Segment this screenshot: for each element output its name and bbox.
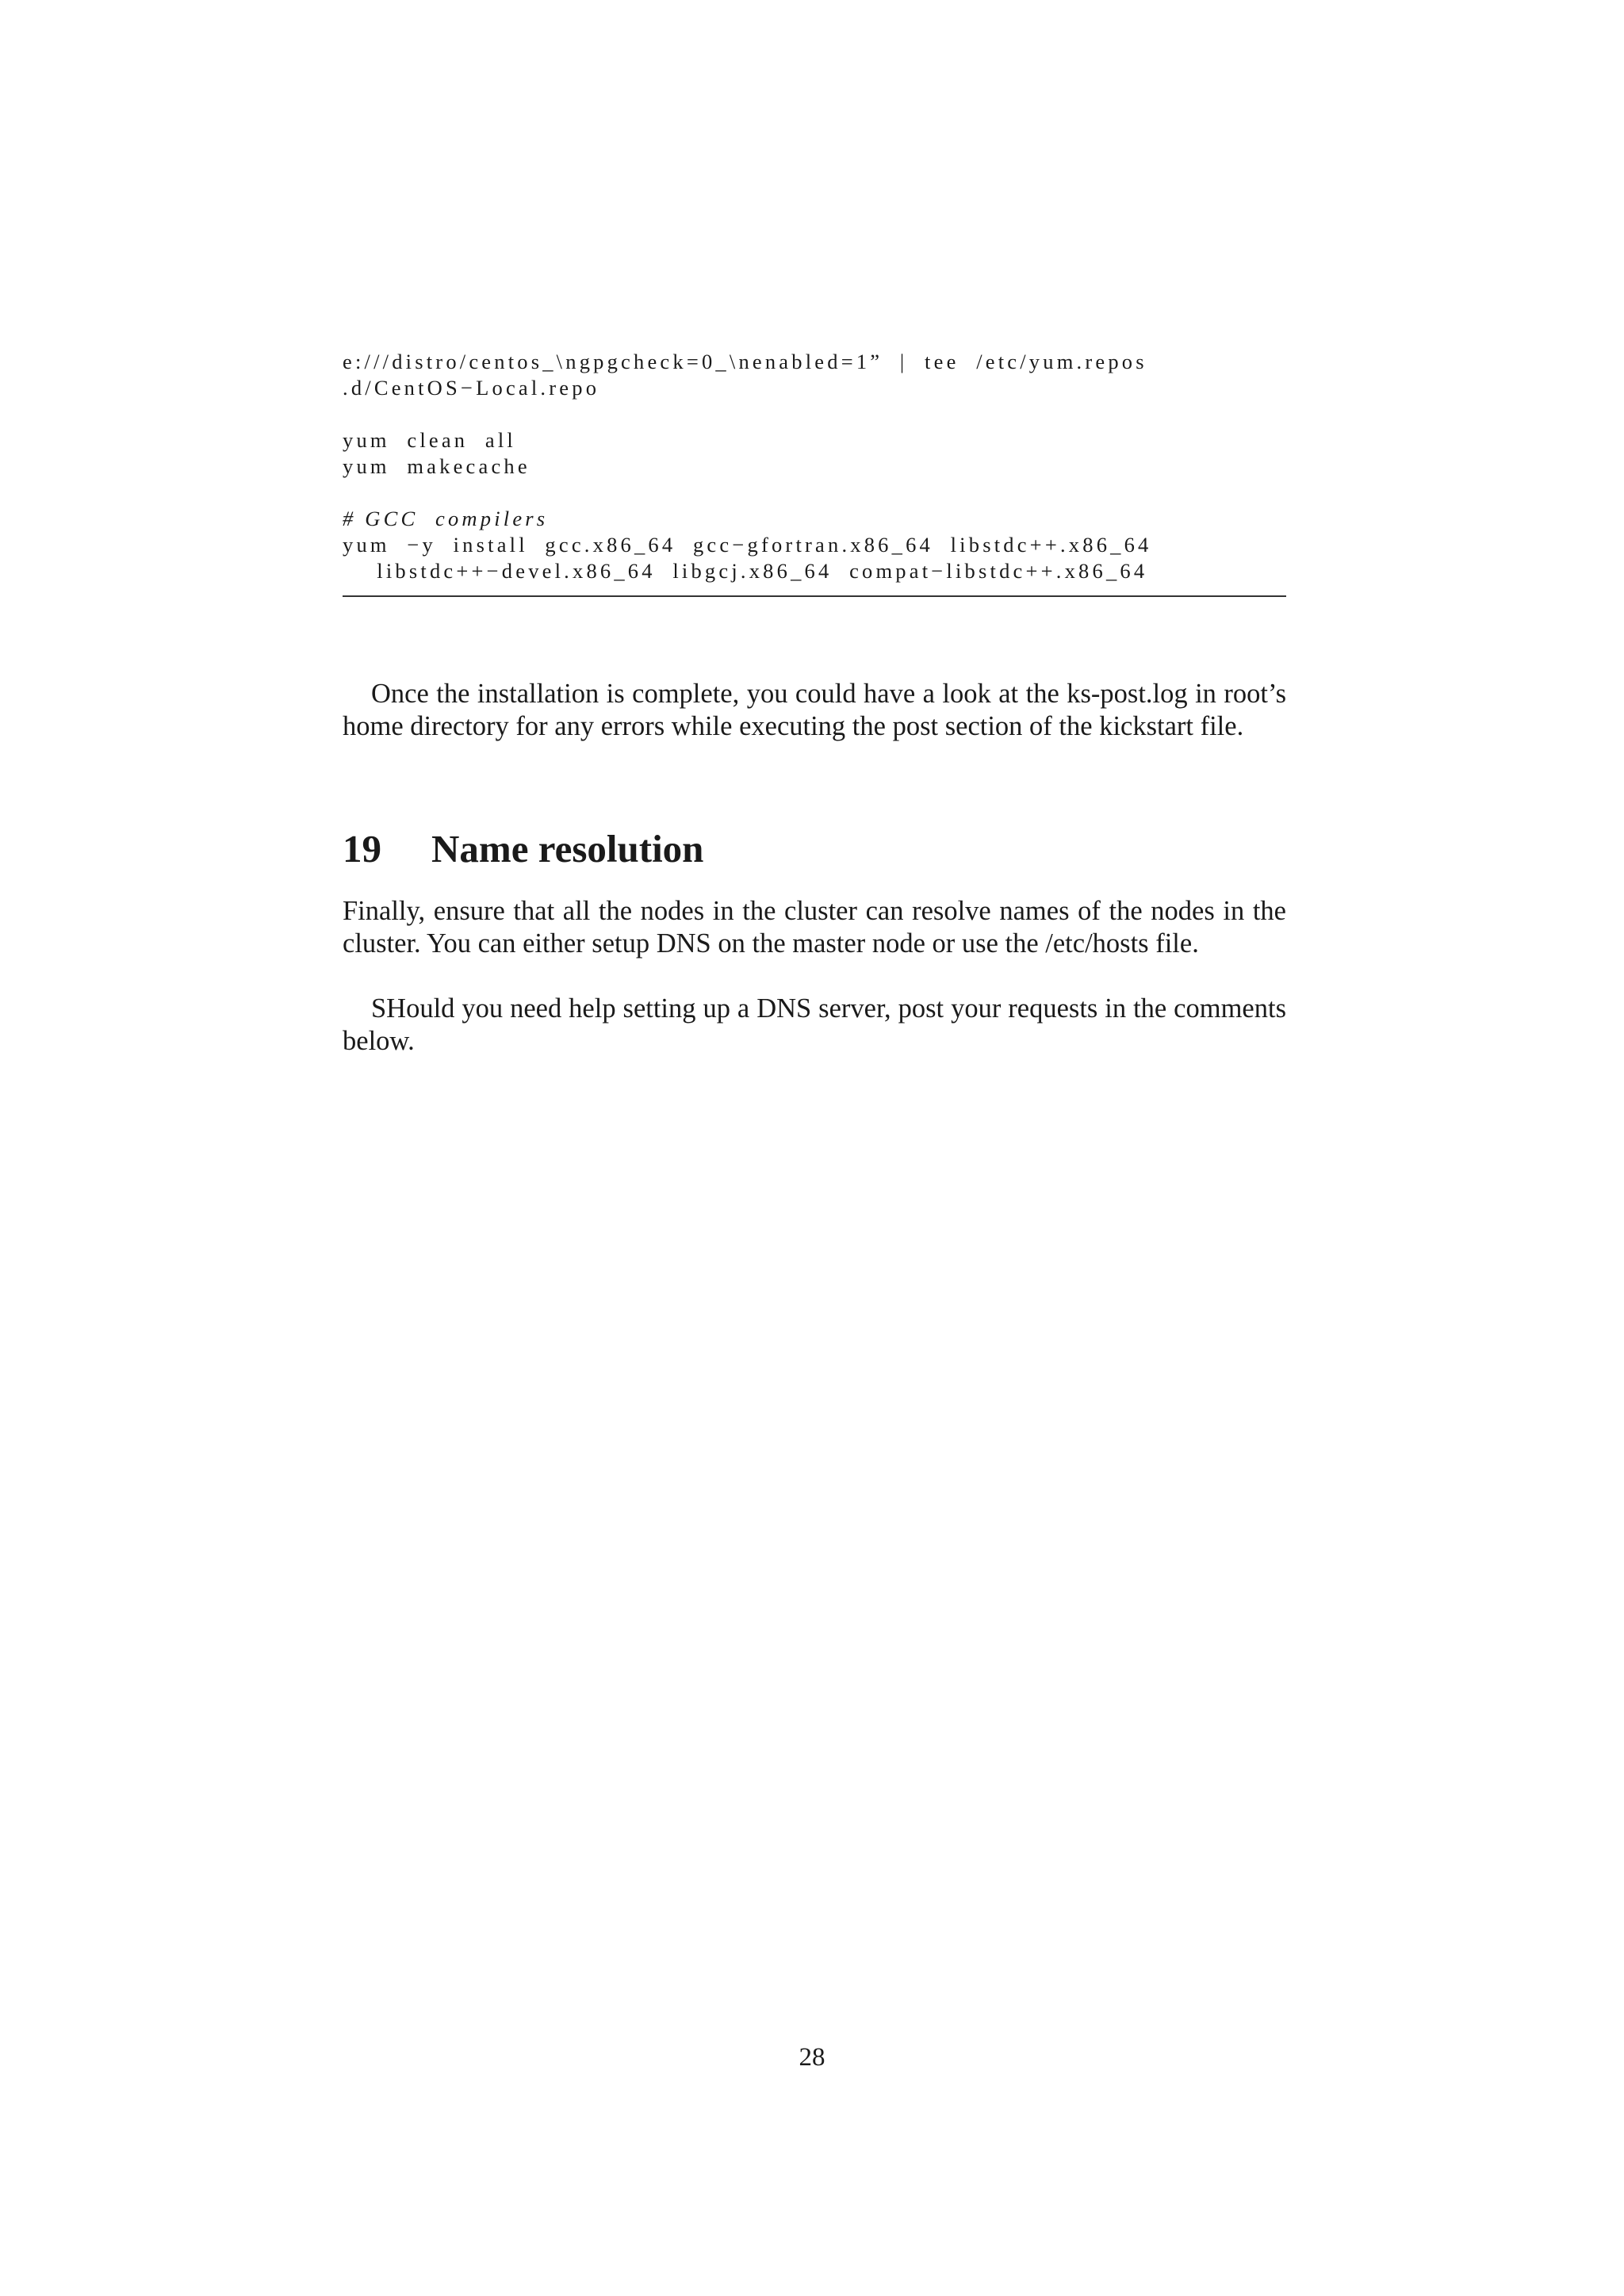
code-line-blank [343, 401, 1286, 427]
code-bottom-rule [343, 595, 1286, 597]
code-line-blank [343, 480, 1286, 506]
section-number: 19 [343, 826, 381, 871]
page-number: 28 [799, 2043, 825, 2072]
code-listing [343, 349, 1286, 584]
code-line: yum −y install gcc.x86_64 gcc−gfortran.x86_64 libstdc++.x86_64 [343, 533, 1152, 557]
code-line: e:///distro/centos_\ngpgcheck=0_\nenabled=1” | tee /etc/yum.repos [343, 350, 1147, 373]
code-line: yum makecache [343, 454, 530, 478]
code-line: libstdc++−devel.x86_64 libgcj.x86_64 compat−libstdc++.x86_64 [343, 559, 1148, 583]
section-heading [343, 825, 703, 873]
section-title: Name resolution [431, 826, 704, 871]
paragraph-install-complete: Once the installation is complete, you could have a look at the ks-post.log in root’s home directory for any errors while executing the post section of the kickstart file. [343, 678, 1286, 741]
paragraph-name-resolution: Finally, ensure that all the nodes in the cluster can resolve names of the nodes in the cluster. You can either setup DNS on the master node or use the /etc/hosts file. [343, 895, 1286, 959]
code-line: .d/CentOS−Local.repo [343, 376, 600, 400]
code-comment: # GCC compilers [343, 507, 549, 530]
code-line: yum clean all [343, 428, 516, 452]
paragraph-dns-help: SHould you need help setting up a DNS server, post your requests in the comments below. [343, 993, 1286, 1056]
